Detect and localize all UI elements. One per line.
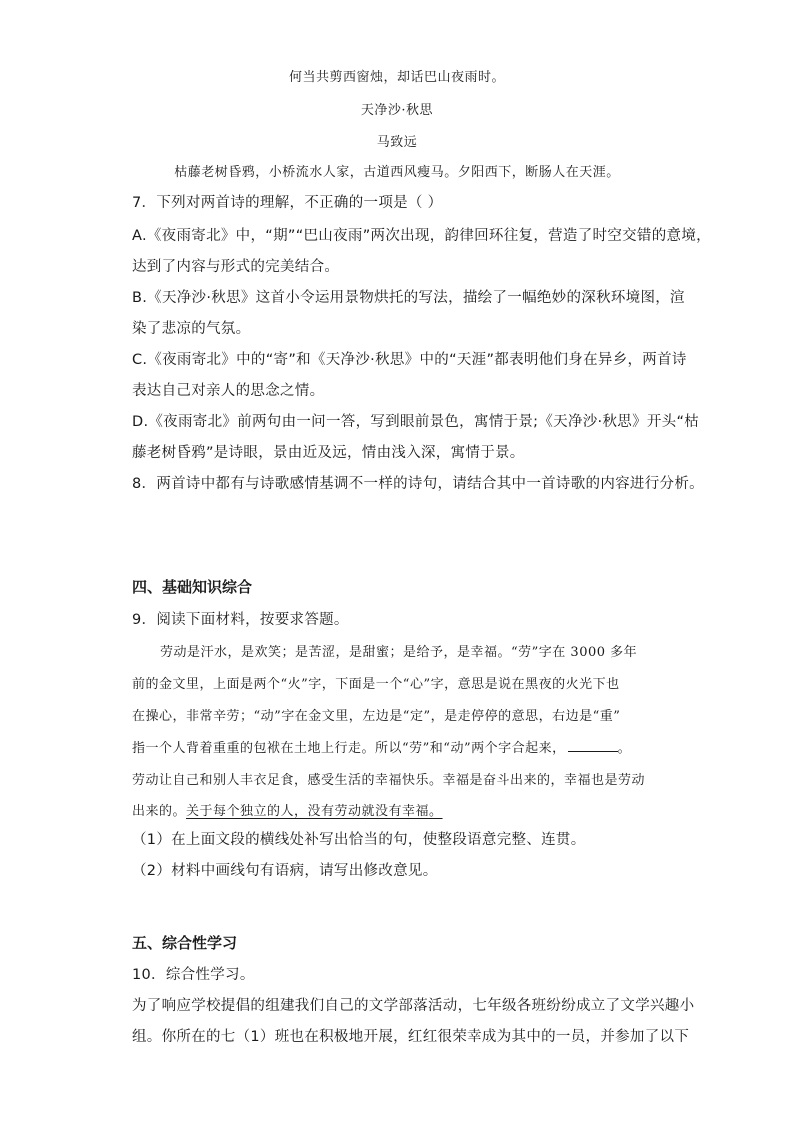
q9-subquestion-2: （2）材料中画线句有语病，请写出修改意见。	[132, 863, 438, 879]
q7-option-b-line2: 染了悲凉的气氛。	[132, 321, 251, 337]
q9-paragraph-line1: 劳动是汗水，是欢笑；是苦涩，是甜蜜；是给予，是幸福。“劳”字在 3000 多年	[160, 645, 638, 660]
poem2-author: 马致远	[376, 135, 418, 150]
section4-title: 四、基础知识综合	[132, 578, 253, 596]
q7-option-d-line1: D.《夜雨寄北》前两句由一问一答，写到眼前景色，寓情于景;《天净沙·秋思》开头“枯	[132, 414, 700, 430]
q7-stem: 7．下列对两首诗的理解，不正确的一项是（ ）	[132, 195, 443, 211]
q9-paragraph-line4	[132, 737, 631, 756]
q10-stem: 10．综合性学习。	[132, 967, 255, 983]
q9-paragraph-line4-text: 指一个人背着重重的包袱在土地上行走。所以“劳”和“动”两个字合起来，	[132, 741, 566, 756]
q10-text-line2: 组。你所在的七（1）班也在积极地开展，红红很荣幸成为其中的一员，并参加了以下	[132, 1029, 690, 1045]
q10-text-line1: 为了响应学校提倡的组建我们自己的文学部落活动，七年级各班纷纷成立了文学兴趣小	[132, 998, 695, 1014]
q7-option-a-line1: A.《夜雨寄北》中，“期”“巴山夜雨”两次出现，韵律回环往复，营造了时空交错的意境，	[132, 228, 711, 244]
q9-paragraph-line5: 劳动让自己和别人丰衣足食，感受生活的幸福快乐。幸福是奋斗出来的，幸福也是劳动	[132, 773, 646, 788]
q7-option-c-line1: C.《夜雨寄北》中的“寄”和《天净沙·秋思》中的“天涯”都表明他们身在异乡，两首诗	[132, 352, 687, 368]
poem2-text: 枯藤老树昏鸦，小桥流水人家，古道西风瘦马。夕阳西下，断肠人在天涯。	[174, 165, 620, 180]
q9-paragraph-line6-text: 出来的。	[132, 804, 187, 819]
fill-blank-line[interactable]	[568, 750, 618, 752]
q9-paragraph-line2: 前的金文里，上面是两个“火”字，下面是一个“心”字，意思是说在黑夜的火光下也	[132, 677, 620, 692]
q9-stem: 9．阅读下面材料，按要求答题。	[132, 612, 349, 628]
poem1-last-line: 何当共剪西窗烛，却话巴山夜雨时。	[288, 70, 505, 85]
q9-paragraph-line4-end: 。	[617, 741, 632, 756]
q7-option-c-line2: 表达自己对亲人的思念之情。	[132, 383, 325, 399]
q8-stem: 8．两首诗中都有与诗歌感情基调不一样的诗句，请结合其中一首诗歌的内容进行分析。	[132, 476, 704, 492]
q9-paragraph-line6	[132, 800, 443, 819]
q7-option-a-line2: 达到了内容与形式的完美结合。	[132, 259, 340, 275]
poem2-title: 天净沙·秋思	[360, 103, 434, 118]
q7-option-d-line2: 藤老树昏鸦”是诗眼，景由近及远，情由浅入深，寓情于景。	[132, 445, 525, 461]
q9-underlined-sentence: 关于每个独立的人，没有劳动就没有幸福。	[186, 804, 443, 819]
q7-option-b-line1: B.《天净沙·秋思》这首小令运用景物烘托的写法，描绘了一幅绝妙的深秋环境图，渲	[132, 290, 685, 306]
q9-subquestion-1: （1）在上面文段的横线处补写出恰当的句，使整段语意完整、连贯。	[132, 832, 586, 848]
section5-title: 五、综合性学习	[132, 934, 238, 952]
q9-paragraph-line3: 在操心，非常辛劳；“动”字在金文里，左边是“定”，是走停停的意思，右边是“重”	[132, 709, 621, 724]
